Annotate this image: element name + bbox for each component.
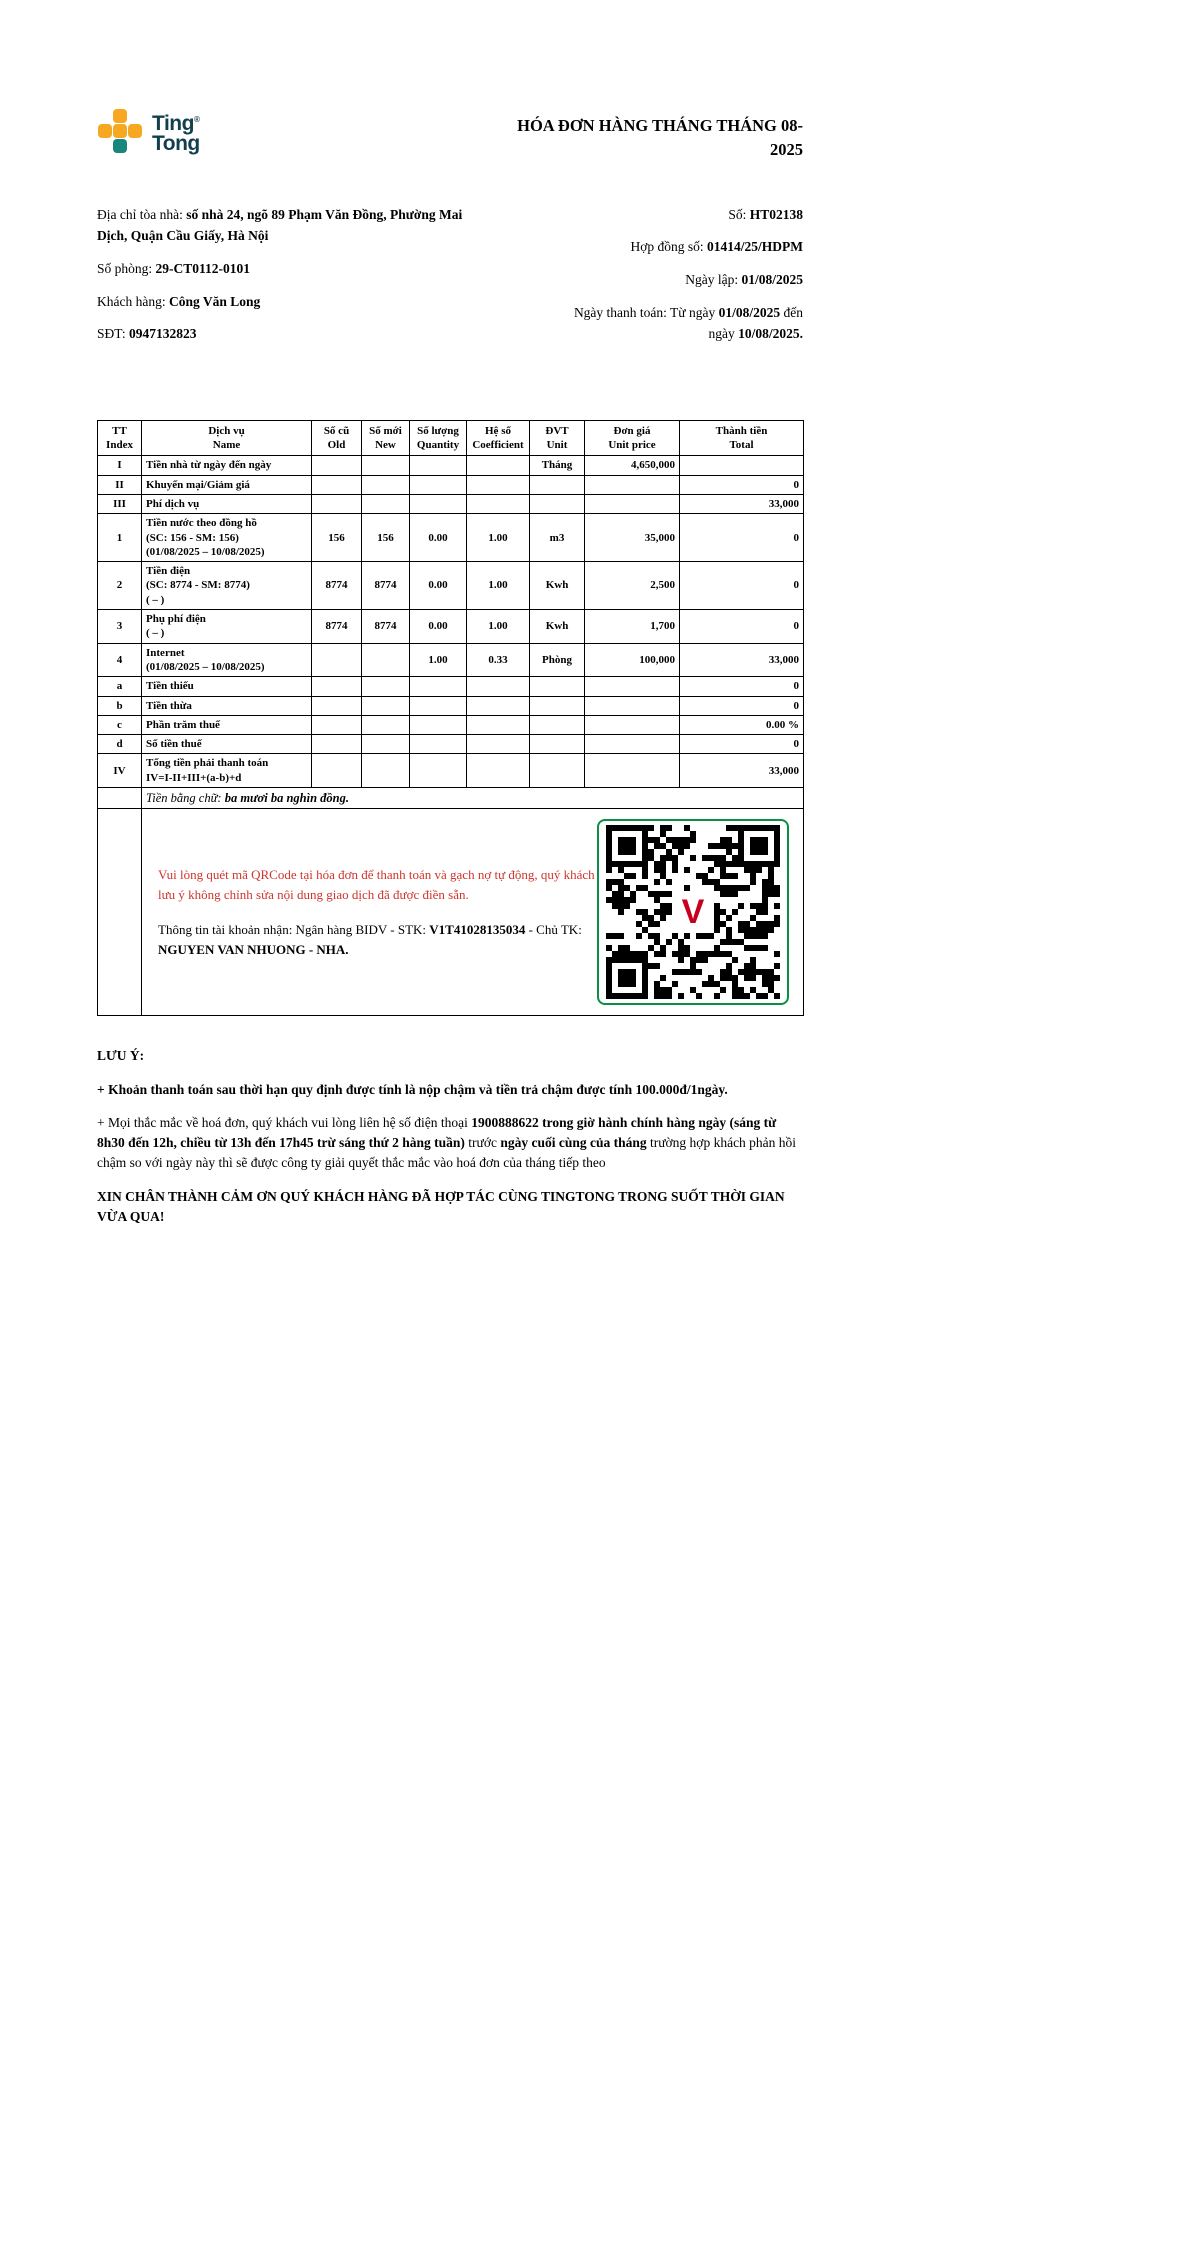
table-row — [98, 735, 804, 754]
table-row — [98, 754, 804, 788]
payment-from-value: 01/08/2025 — [718, 304, 781, 320]
vietqr-logo-letter: V — [681, 893, 705, 932]
cell-unit: Phòng — [530, 643, 585, 677]
header-name: Dịch vụ Name — [142, 420, 312, 456]
cell-index: a — [98, 677, 142, 696]
cell-quantity: 0.00 — [410, 514, 467, 562]
cell-name: Số tiền thuế — [142, 735, 312, 754]
amount-in-words-label: Tiền bằng chữ: — [146, 791, 225, 806]
invoice-header — [97, 108, 803, 162]
qr-payment-area — [142, 809, 804, 1016]
issue-date — [551, 269, 803, 291]
cell-old — [312, 735, 362, 754]
cell-coefficient — [467, 735, 530, 754]
cell-total: 0 — [680, 735, 804, 754]
info-right-column — [551, 204, 803, 356]
cell-name: Phí dịch vụ — [142, 495, 312, 514]
cell-quantity — [410, 735, 467, 754]
cell-unit — [530, 735, 585, 754]
building-address — [97, 204, 485, 247]
cell-name: Khuyến mại/Giảm giá — [142, 475, 312, 494]
cell-old: 8774 — [312, 610, 362, 644]
cell-total: 0 — [680, 696, 804, 715]
cell-unit-price: 100,000 — [585, 643, 680, 677]
customer-name-value: Công Văn Long — [168, 293, 261, 309]
bank-label: Thông tin tài khoản nhận: Ngân hàng BIDV - STK: — [158, 921, 430, 937]
table-row — [98, 495, 804, 514]
cell-new — [362, 735, 410, 754]
cell-quantity: 0.00 — [410, 610, 467, 644]
table-row — [98, 610, 804, 644]
amount-in-words — [142, 788, 804, 809]
payment-period-sep: đến ngày — [708, 304, 803, 342]
header-unit: ĐVT Unit — [530, 420, 585, 456]
cell-coefficient — [467, 715, 530, 734]
cell-index: d — [98, 735, 142, 754]
cell-coefficient — [467, 696, 530, 715]
cell-old — [312, 456, 362, 475]
header-unit-price: Đơn giá Unit price — [585, 420, 680, 456]
cell-old — [312, 677, 362, 696]
cell-old — [312, 643, 362, 677]
issue-date-value: 01/08/2025 — [741, 272, 803, 288]
hotline-number: 1900888622 trong giờ hành chính hàng ngày (sáng từ 8h30 đến 12h, chiều từ 13h đến 17h45 trừ sáng thứ 2 hàng tuần) — [97, 1114, 777, 1151]
cell-old: 8774 — [312, 562, 362, 610]
cell-new: 8774 — [362, 562, 410, 610]
logo-word-tong: Tong — [152, 131, 200, 155]
cell-unit — [530, 677, 585, 696]
cell-total: 33,000 — [680, 643, 804, 677]
cell-empty — [98, 809, 142, 1016]
table-header-row — [98, 420, 804, 456]
cell-unit-price: 1,700 — [585, 610, 680, 644]
notes-section — [97, 1046, 803, 1227]
logo-wordmark — [152, 111, 200, 155]
cell-unit-price: 2,500 — [585, 562, 680, 610]
cell-new: 156 — [362, 514, 410, 562]
building-address-value: số nhà 24, ngõ 89 Phạm Văn Đồng, Phường Mai Dịch, Quận Cầu Giấy, Hà Nội — [97, 206, 463, 244]
payment-period — [551, 302, 803, 345]
amount-in-words-value: ba mươi ba nghìn đồng. — [224, 791, 349, 806]
cell-index: 4 — [98, 643, 142, 677]
cell-old — [312, 495, 362, 514]
cell-coefficient — [467, 677, 530, 696]
registered-trademark: ® — [193, 114, 200, 124]
cell-unit-price — [585, 715, 680, 734]
cell-index: II — [98, 475, 142, 494]
bank-account-owner: NGUYEN VAN NHUONG - NHA. — [158, 941, 349, 957]
building-address-label: Địa chỉ tòa nhà: — [97, 206, 187, 222]
tingtong-logo-icon — [97, 108, 143, 159]
tingtong-logo — [97, 108, 200, 159]
cell-quantity: 0.00 — [410, 562, 467, 610]
header-coefficient: Hệ số Coefficient — [467, 420, 530, 456]
cell-new — [362, 696, 410, 715]
cell-coefficient — [467, 754, 530, 788]
cell-coefficient: 0.33 — [467, 643, 530, 677]
cell-quantity — [410, 677, 467, 696]
vietqr-logo — [672, 891, 714, 933]
cell-new — [362, 495, 410, 514]
contract-number — [551, 236, 803, 258]
qr-code — [597, 819, 789, 1005]
cell-unit — [530, 696, 585, 715]
contract-number-label: Hợp đồng số: — [630, 239, 707, 255]
cell-name: Tổng tiền phải thanh toán IV=I-II+III+(a-b)+d — [142, 754, 312, 788]
cell-name: Tiền thiếu — [142, 677, 312, 696]
bank-account-number: V1T41028135034 — [429, 921, 526, 937]
cell-name: Tiền nước theo đồng hồ (SC: 156 - SM: 156) (01/08/2025 – 10/08/2025) — [142, 514, 312, 562]
header-total: Thành tiền Total — [680, 420, 804, 456]
cell-quantity — [410, 456, 467, 475]
cell-total: 0 — [680, 514, 804, 562]
cell-unit — [530, 715, 585, 734]
cell-total: 33,000 — [680, 495, 804, 514]
cell-old — [312, 754, 362, 788]
cell-quantity: 1.00 — [410, 643, 467, 677]
cell-unit: m3 — [530, 514, 585, 562]
customer-name-label: Khách hàng: — [97, 293, 169, 309]
header-new: Số mới New — [362, 420, 410, 456]
cell-quantity — [410, 475, 467, 494]
cell-old — [312, 475, 362, 494]
table-row — [98, 475, 804, 494]
cell-total: 0 — [680, 677, 804, 696]
cell-total: 0.00 % — [680, 715, 804, 734]
cell-old — [312, 715, 362, 734]
cell-new — [362, 456, 410, 475]
table-row — [98, 562, 804, 610]
table-row — [98, 677, 804, 696]
cell-total — [680, 456, 804, 475]
cell-name: Phần trăm thuế — [142, 715, 312, 734]
cell-index: c — [98, 715, 142, 734]
cell-unit-price — [585, 475, 680, 494]
cell-coefficient: 1.00 — [467, 562, 530, 610]
qr-payment-notice: Vui lòng quét mã QRCode tại hóa đơn để thanh toán và gạch nợ tự động, quý khách lưu ý không chỉnh sửa nội dung giao dịch đã được điền sẵn. — [158, 866, 595, 902]
customer-phone — [97, 323, 485, 345]
header-quantity: Số lượng Quantity — [410, 420, 467, 456]
qr-payment-row — [98, 809, 804, 1016]
room-number-value: 29-CT0112-0101 — [155, 261, 251, 277]
cell-coefficient — [467, 456, 530, 475]
cell-index: 2 — [98, 562, 142, 610]
cell-unit: Kwh — [530, 610, 585, 644]
cell-index: b — [98, 696, 142, 715]
invoice-info — [97, 204, 803, 356]
invoice-table — [97, 420, 804, 1016]
cell-name: Tiền điện (SC: 8774 - SM: 8774) ( – ) — [142, 562, 312, 610]
cell-quantity — [410, 696, 467, 715]
cell-unit-price — [585, 754, 680, 788]
invoice-number — [551, 204, 803, 226]
cell-unit-price — [585, 696, 680, 715]
cell-name: Internet (01/08/2025 – 10/08/2025) — [142, 643, 312, 677]
cell-total: 0 — [680, 610, 804, 644]
contract-number-value: 01414/25/HDPM — [707, 239, 803, 255]
bank-sep: - Chủ TK: — [525, 921, 582, 937]
cell-index: III — [98, 495, 142, 514]
cell-new: 8774 — [362, 610, 410, 644]
cell-name: Tiền nhà từ ngày đến ngày — [142, 456, 312, 475]
customer-name — [97, 291, 485, 313]
cell-unit-price: 35,000 — [585, 514, 680, 562]
cell-index: 1 — [98, 514, 142, 562]
cell-new — [362, 677, 410, 696]
table-row — [98, 456, 804, 475]
cell-new — [362, 754, 410, 788]
cell-total: 0 — [680, 475, 804, 494]
payment-to-value: 10/08/2025. — [738, 326, 803, 342]
cell-quantity — [410, 754, 467, 788]
invoice-title: HÓA ĐƠN HÀNG THÁNG THÁNG 08-2025 — [517, 116, 803, 159]
cell-quantity — [410, 715, 467, 734]
invoice-page — [97, 108, 803, 1240]
cell-old: 156 — [312, 514, 362, 562]
cell-name: Phụ phí điện ( – ) — [142, 610, 312, 644]
customer-phone-label: SĐT: — [97, 326, 129, 342]
cell-new — [362, 715, 410, 734]
cell-quantity — [410, 495, 467, 514]
cell-unit — [530, 495, 585, 514]
note-hotline: + Mọi thắc mắc về hoá đơn, quý khách vui lòng liên hệ số điện thoại 1900888622 trong giờ hành chính hàng ngày (sáng từ 8h30 đến 12h, chiều từ 13h đến 17h45 trừ sáng thứ 2 hàng tuần) trước ngày cuối cùng của tháng trường hợp khách phản hồi chậm so với ngày này thì sẽ được công ty giải quyết thắc mắc vào hoá đơn của tháng tiếp theo — [97, 1114, 797, 1171]
payment-period-label: Ngày thanh toán: Từ ngày — [573, 304, 719, 320]
cell-unit: Tháng — [530, 456, 585, 475]
cell-empty — [98, 788, 142, 809]
header-old: Số cũ Old — [312, 420, 362, 456]
info-left-column — [97, 204, 485, 356]
cell-unit-price — [585, 495, 680, 514]
amount-in-words-row — [98, 788, 804, 809]
cell-coefficient — [467, 495, 530, 514]
cell-index: 3 — [98, 610, 142, 644]
cell-unit — [530, 754, 585, 788]
cell-index: I — [98, 456, 142, 475]
cell-old — [312, 696, 362, 715]
cell-coefficient — [467, 475, 530, 494]
cell-total: 0 — [680, 562, 804, 610]
table-row — [98, 514, 804, 562]
table-row — [98, 715, 804, 734]
cell-coefficient: 1.00 — [467, 610, 530, 644]
header-index: TT Index — [98, 420, 142, 456]
invoice-number-value: HT02138 — [749, 206, 803, 222]
room-number — [97, 258, 485, 280]
table-row — [98, 696, 804, 715]
room-number-label: Số phòng: — [97, 261, 156, 277]
logo-word-top — [152, 111, 200, 135]
issue-date-label: Ngày lập: — [685, 272, 742, 288]
cell-index: IV — [98, 754, 142, 788]
notes-heading: LƯU Ý: — [97, 1048, 145, 1064]
thank-you-message: XIN CHÂN THÀNH CẢM ƠN QUÝ KHÁCH HÀNG ĐÃ HỢP TÁC CÙNG TINGTONG TRONG SUỐT THỜI GIAN VỪA QUA! — [97, 1188, 785, 1224]
invoice-number-label: Số: — [728, 206, 750, 222]
cell-total: 33,000 — [680, 754, 804, 788]
logo-word-ting: Ting — [152, 111, 194, 135]
bank-account-info — [158, 920, 597, 960]
cell-unit-price — [585, 735, 680, 754]
cell-unit-price — [585, 677, 680, 696]
table-row — [98, 643, 804, 677]
payment-instructions — [158, 865, 597, 961]
cell-name: Tiền thừa — [142, 696, 312, 715]
cell-new — [362, 475, 410, 494]
cell-unit-price: 4,650,000 — [585, 456, 680, 475]
cell-coefficient: 1.00 — [467, 514, 530, 562]
cell-unit: Kwh — [530, 562, 585, 610]
cell-new — [362, 643, 410, 677]
note-late-payment: + Khoản thanh toán sau thời hạn quy định được tính là nộp chậm và tiền trả chậm được tính 100.000đ/1ngày. — [97, 1081, 728, 1097]
customer-phone-value: 0947132823 — [128, 326, 197, 342]
cell-unit — [530, 475, 585, 494]
